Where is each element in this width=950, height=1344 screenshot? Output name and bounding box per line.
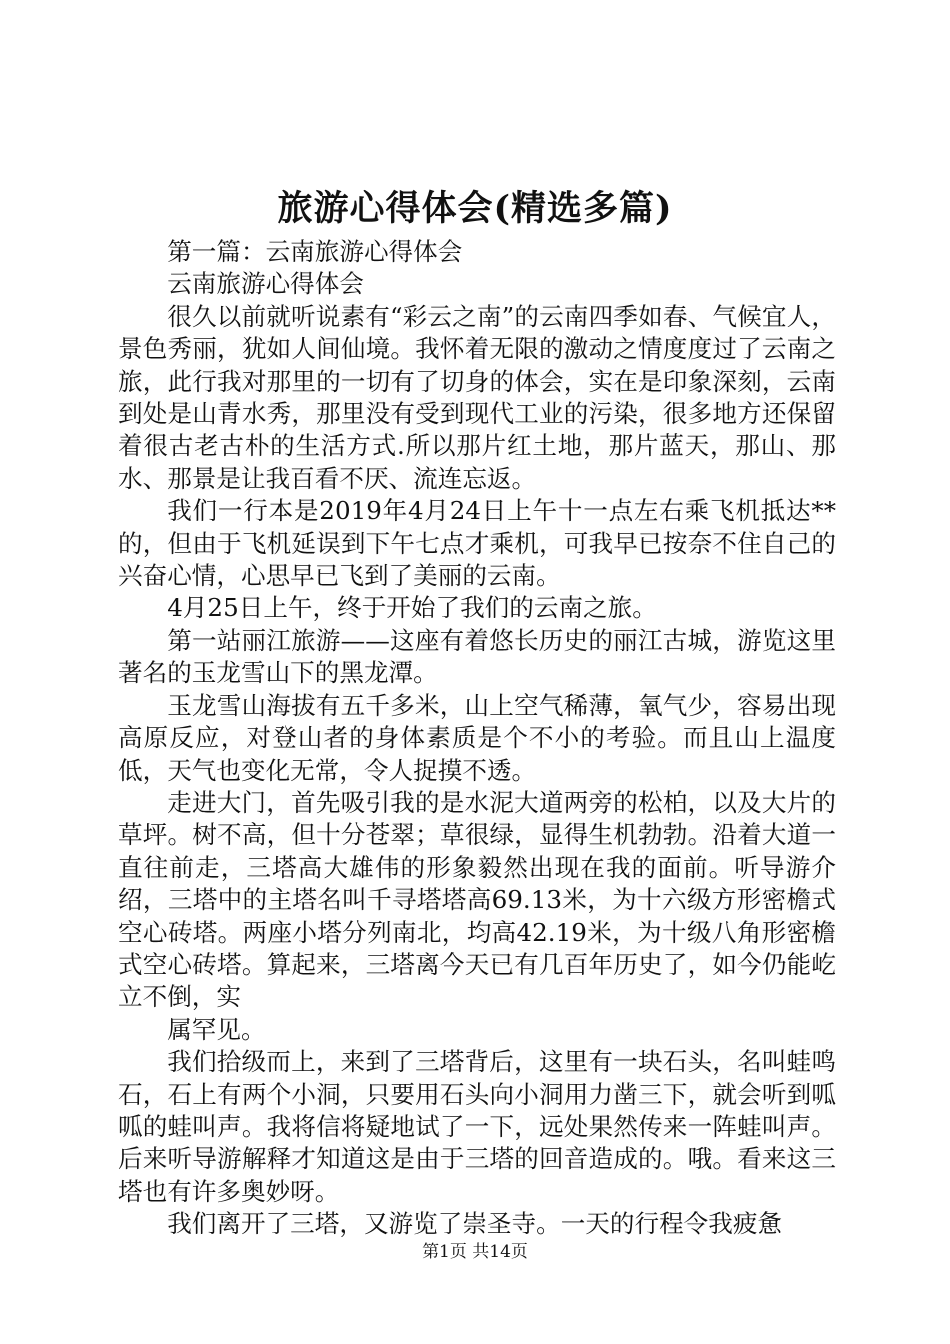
document-title: 旅游心得体会(精选多篇) <box>277 188 673 229</box>
paragraph: 4月25日上午，终于开始了我们的云南之旅。 <box>167 593 657 623</box>
section-subtitle: 云南旅游心得体会 <box>167 269 364 299</box>
paragraph: 很久以前就听说素有“彩云之南”的云南四季如春、气候宜人，景色秀丽，犹如人间仙境。我怀着无限的激动之情度度过了云南之旅，此行我对那里的一切有了切身的体会，实在是印象深刻，云南到处是山青水秀，那里没有受到现代工业的污染，很多地方还保留着很古老古朴的生活方式.所以那片红土地，那片蓝天，那山、那水、那景是让我百看不厌、流连忘返。 <box>118 301 836 493</box>
paragraph: 走进大门，首先吸引我的是水泥大道两旁的松柏，以及大片的草坪。树不高，但十分苍翠；草很绿，显得生机勃勃。沿着大道一直往前走，三塔高大雄伟的形象毅然出现在我的面前。听导游介绍，三塔中的主塔名叫千寻塔塔高69.13米，为十六级方形密檐式空心砖塔。两座小塔分列南北，均高42.19米，为十级八角形密檐式空心砖塔。算起来，三塔离今天已有几百年历史了，如今仍能屹立不倒，实 <box>118 787 836 1012</box>
section-heading: 第一篇：云南旅游心得体会 <box>167 237 463 266</box>
paragraph: 玉龙雪山海拔有五千多米，山上空气稀薄，氧气少，容易出现高原反应，对登山者的身体素质是个不小的考验。而且山上温度低，天气也变化无常，令人捉摸不透。 <box>118 690 836 785</box>
document-body <box>118 236 836 1241</box>
paragraph: 第一站丽江旅游——这座有着悠长历史的丽江古城，游览这里著名的玉龙雪山下的黑龙潭。 <box>118 625 836 688</box>
page-number: 第1页 共14页 <box>422 1242 528 1262</box>
paragraph: 我们拾级而上，来到了三塔背后，这里有一块石头，名叫蛙鸣石，石上有两个小洞，只要用石头向小洞用力凿三下，就会听到呱呱的蛙叫声。我将信将疑地试了一下，远处果然传来一阵蛙叫声。后来听导游解释才知道这是由于三塔的回音造成的。哦。看来这三塔也有许多奥妙呀。 <box>118 1047 836 1206</box>
paragraph: 我们离开了三塔，又游览了崇圣寺。一天的行程令我疲惫 <box>167 1209 783 1239</box>
paragraph: 我们一行本是2019年4月24日上午十一点左右乘飞机抵达**的，但由于飞机延误到下午七点才乘机，可我早已按奈不住自己的兴奋心情，心思早已飞到了美丽的云南。 <box>118 496 836 591</box>
paragraph: 属罕见。 <box>167 1014 266 1044</box>
